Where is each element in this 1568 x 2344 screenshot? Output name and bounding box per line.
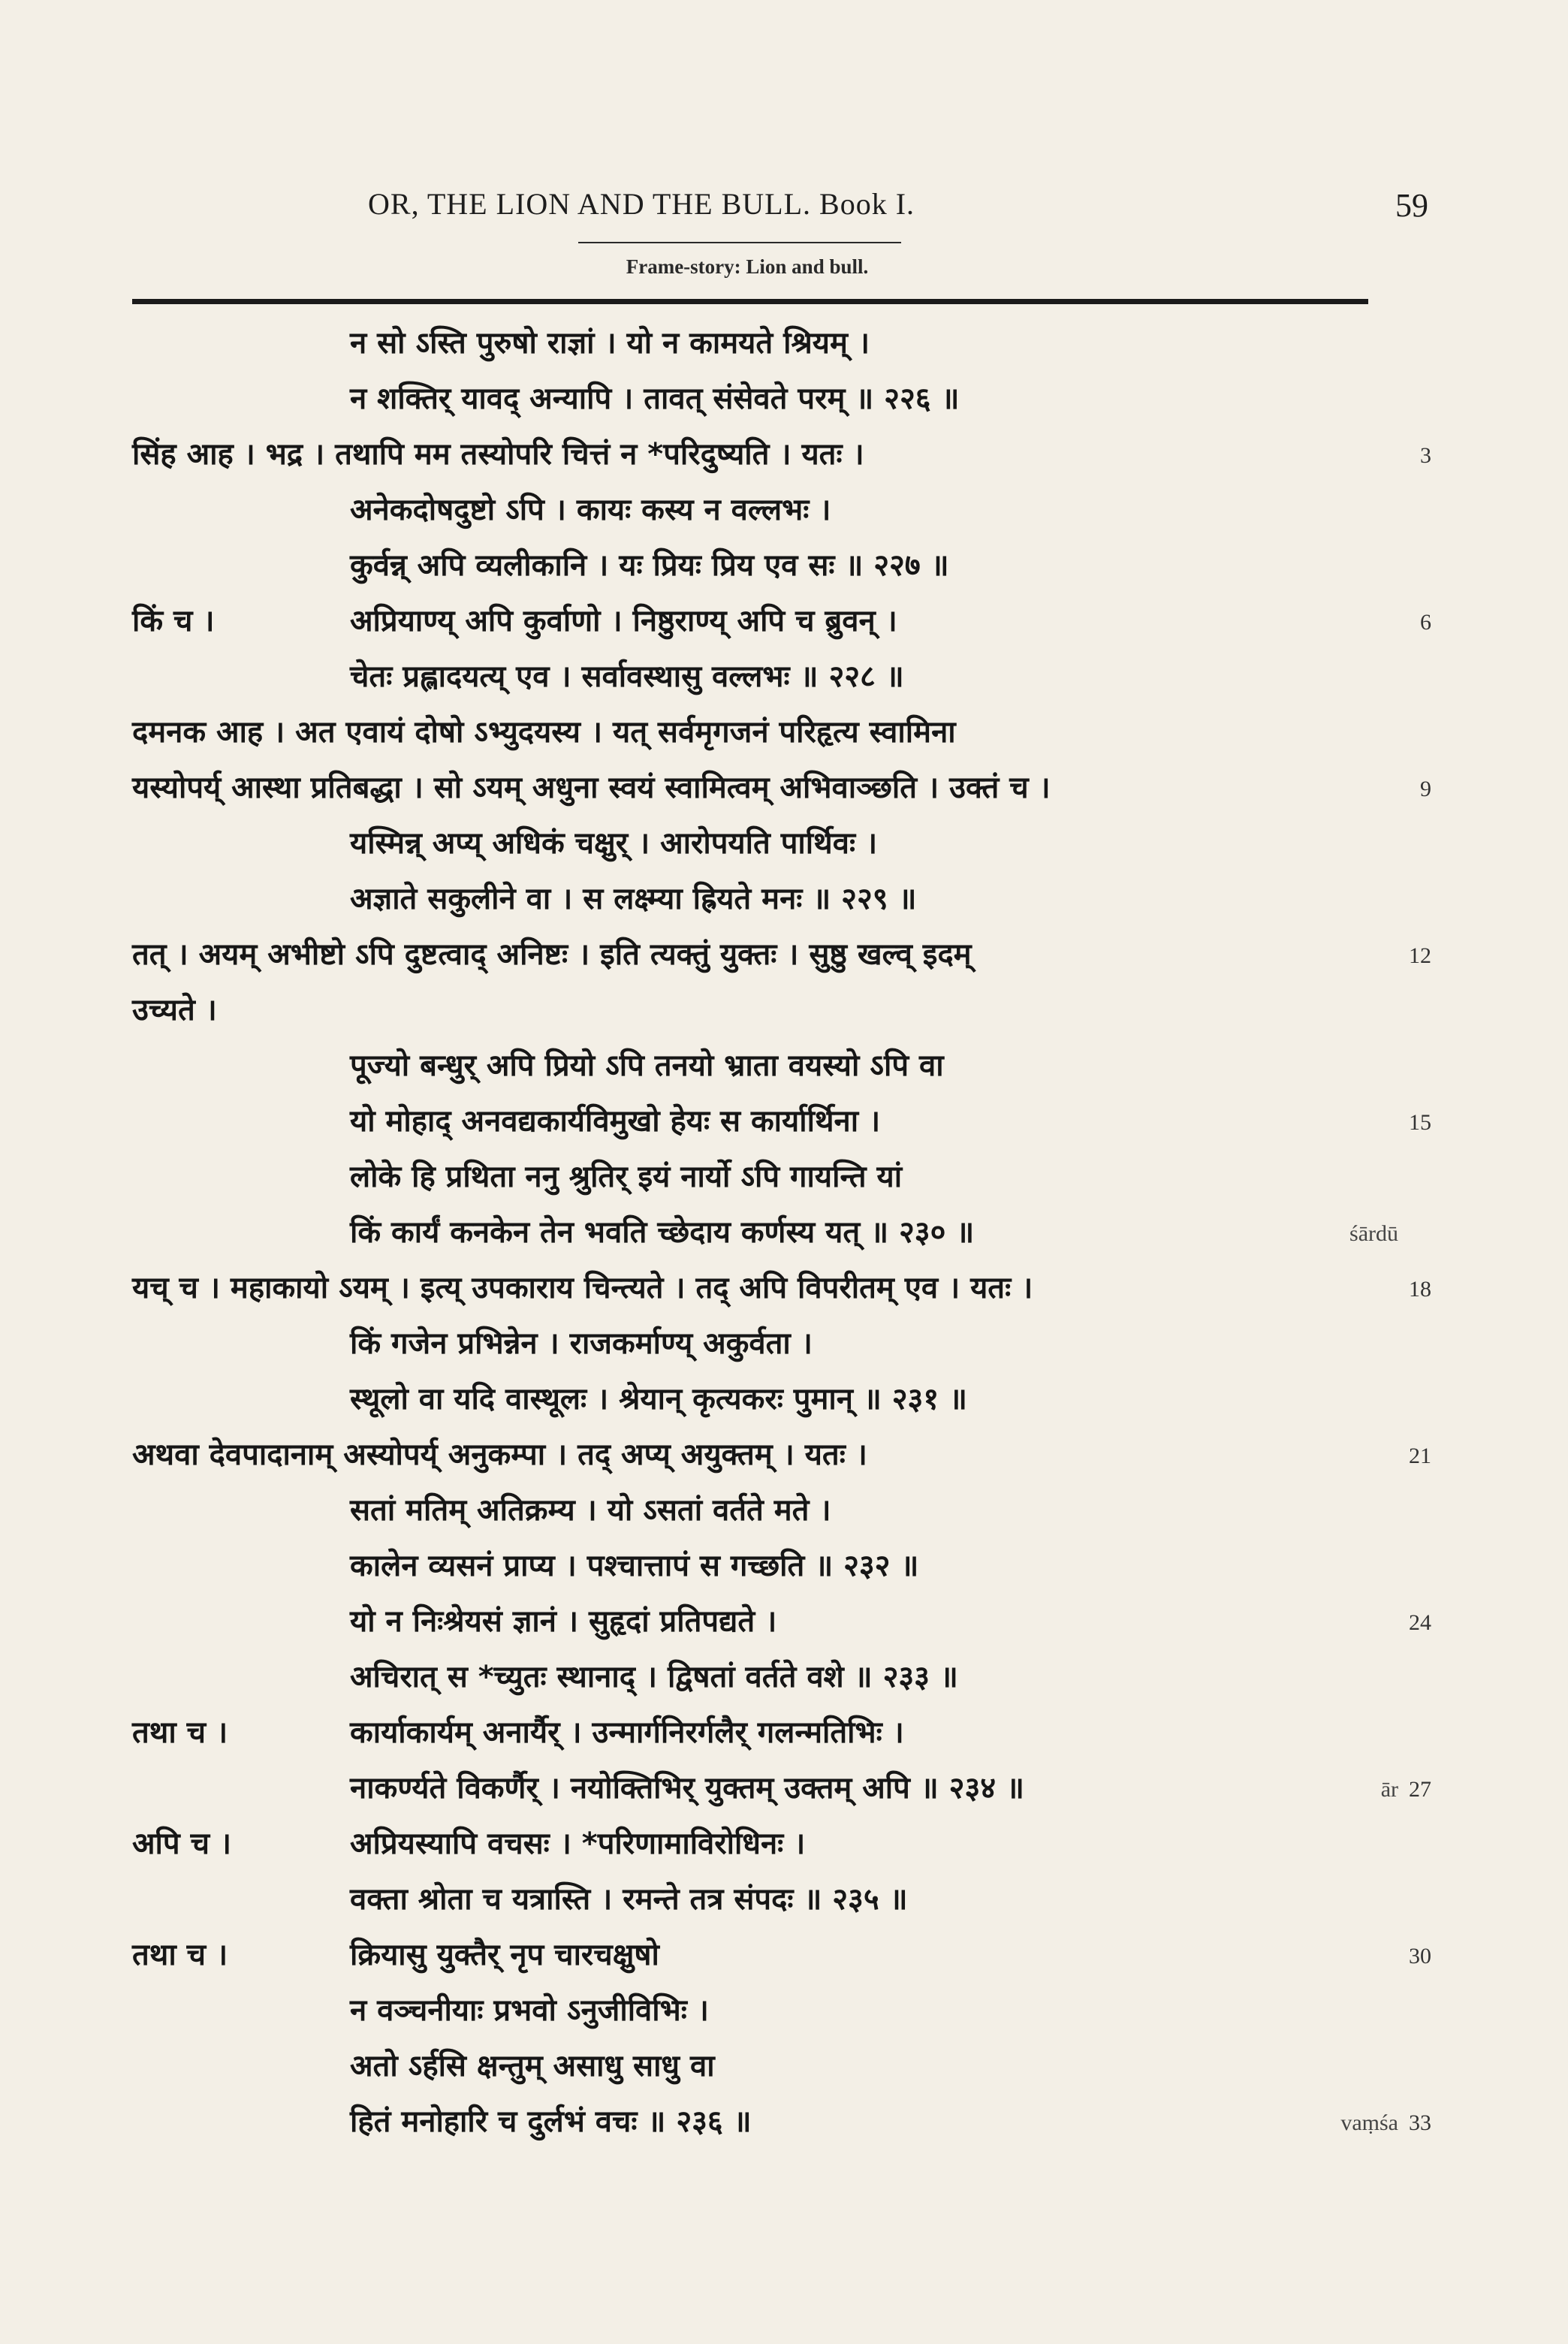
meter-label: śārdū [1349,1221,1398,1246]
text-line [132,1316,1431,1371]
verse-text: अचिरात् स *च्युतः स्थानाद् । द्विषतां वर्तते वशे ॥ २३३ ॥ [350,1660,958,1694]
meter-label: ār [1380,1777,1398,1802]
text-line [132,1483,1431,1538]
running-head-title: OR, THE LION AND THE BULL. Book I. [368,187,915,221]
verse-text: पूज्यो बन्धुर् अपि प्रियो ऽपि तनयो भ्राता वयस्यो ऽपि वा [350,1048,944,1083]
text-line [132,1705,1431,1760]
text-line [132,1260,1431,1316]
verse-text: हितं मनोहारि च दुर्लभं वचः ॥ २३६ ॥ [350,2104,752,2139]
text-line [132,1149,1431,1205]
line-number: 24 [1409,1610,1431,1635]
line-number: 9 [1420,777,1431,801]
text-line [132,593,1431,649]
prose-line: दमनक आह । अत एवायं दोषो ऽभ्युदयस्य । यत् सर्वमृगजनं परिहृत्य स्वामिना [132,715,956,750]
line-number: 15 [1409,1110,1431,1135]
verse-text: कार्याकार्यम् अनार्यैर् । उन्मार्गनिरर्गलैर् गलन्मतिभिः । [350,1715,904,1750]
running-head [0,186,1568,231]
verse-text: न सो ऽस्ति पुरुषो राज्ञां । यो न कामयते श्रियम् । [350,326,870,360]
text-line [132,1594,1431,1649]
page-number: 59 [1395,187,1428,224]
prose-line: अथवा देवपादानाम् अस्योपर्य् अनुकम्पा । तद् अप्य् अयुक्तम् । यतः । [132,1437,867,1472]
verse-text: वक्ता श्रोता च यत्रास्ति । रमन्ते तत्र संपदः ॥ २३५ ॥ [350,1882,908,1917]
line-number: 30 [1409,1944,1431,1968]
line-number: 3 [1420,443,1431,468]
verse-text: स्थूलो वा यदि वास्थूलः । श्रेयान् कृत्यकरः पुमान् ॥ २३१ ॥ [350,1382,968,1416]
prose-line: यच् च । महाकायो ऽयम् । इत्य् उपकाराय चिन्त्यते । तद् अपि विपरीतम् एव । यतः । [132,1271,1033,1305]
text-line [132,704,1431,760]
text-line [132,649,1431,704]
verse-text: अप्रियाण्य् अपि कुर्वाणो । निष्ठुराण्य् अपि च ब्रुवन् । [350,604,897,638]
text-line [132,427,1431,482]
line-number: 12 [1409,943,1431,968]
text-line [132,1649,1431,1705]
line-lead: तथा च । [132,1938,228,1972]
text-line [132,816,1431,871]
verse-text: किं कार्यं कनकेन तेन भवति च्छेदाय कर्णस्य यत् ॥ २३० ॥ [350,1215,975,1250]
prose-line: सिंह आह । भद्र । तथापि मम तस्योपरि चित्तं न *परिदुष्यति । यतः । [132,437,864,472]
line-number: 18 [1409,1277,1431,1302]
line-number: 21 [1409,1444,1431,1468]
text-line [132,1872,1431,1927]
text-line [132,2038,1431,2094]
line-number: 33 [1409,2110,1431,2135]
verse-text: यो मोहाद् अनवद्यकार्यविमुखो हेयः स कार्यार्थिना । [350,1104,881,1139]
text-line [132,760,1431,816]
verse-text: अज्ञाते सकुलीने वा । स लक्ष्म्या ह्रियते मनः ॥ २२९ ॥ [350,882,917,916]
text-line [132,1927,1431,1983]
text-line [132,1427,1431,1483]
verse-text: अनेकदोषदुष्टो ऽपि । कायः कस्य न वल्लभः । [350,493,831,527]
prose-line: तत् । अयम् अभीष्टो ऽपि दुष्टत्वाद् अनिष्टः । इति त्यक्तुं युक्तः । सुष्ठु खल्व् इदम् [132,937,972,972]
text-line [132,1538,1431,1594]
text-line [132,2094,1431,2149]
verse-text: अप्रियस्यापि वचसः । *परिणामाविरोधिनः । [350,1827,806,1861]
text-line [132,871,1431,927]
text-line [132,1205,1431,1260]
text-line [132,1371,1431,1427]
text-line [132,1983,1431,2038]
line-lead: अपि च । [132,1827,232,1861]
verse-text: न शक्तिर् यावद् अन्यापि । तावत् संसेवते परम् ॥ २२६ ॥ [350,382,960,416]
verse-text: किं गजेन प्रभिन्नेन । राजकर्माण्य् अकुर्वता । [350,1326,813,1361]
verse-text: यस्मिन्न् अप्य् अधिकं चक्षुर् । आरोपयति पार्थिवः । [350,826,878,861]
text-line [132,982,1431,1038]
text-line [132,482,1431,538]
sanskrit-text-block [132,315,1431,2149]
verse-text: कुर्वन्न् अपि व्यलीकानि । यः प्रियः प्रिय एव सः ॥ २२७ ॥ [350,548,949,583]
header-divider [578,242,901,243]
prose-line: यस्योपर्य् आस्था प्रतिबद्धा । सो ऽयम् अधुना स्वयं स्वामित्वम् अभिवाञ्छति । उक्तं च । [132,771,1051,805]
text-line [132,927,1431,982]
text-line [132,1038,1431,1094]
section-subhead: Frame-story: Lion and bull. [626,255,869,278]
verse-text: यो न निःश्रेयसं ज्ञानं । सुहृदां प्रतिपद्यते । [350,1604,777,1639]
line-number: 6 [1420,610,1431,635]
verse-text: न वञ्चनीयाः प्रभवो ऽनुजीविभिः । [350,1993,709,2028]
verse-text: अतो ऽर्हसि क्षन्तुम् असाधु साधु वा [350,2049,715,2083]
text-line [132,1816,1431,1872]
meter-label: vaṃśa [1340,2110,1398,2135]
verse-text: क्रियासु युक्तैर् नृप चारचक्षुषो [350,1938,659,1972]
line-lead: तथा च । [132,1715,228,1750]
prose-line: उच्यते । [132,993,217,1027]
verse-text: सतां मतिम् अतिक्रम्य । यो ऽसतां वर्तते मते । [350,1493,831,1528]
text-line [132,1094,1431,1149]
verse-text: कालेन व्यसनं प्राप्य । पश्चात्तापं स गच्छति ॥ २३२ ॥ [350,1549,919,1583]
verse-text: चेतः प्रह्लादयत्य् एव । सर्वावस्थासु वल्लभः ॥ २२८ ॥ [350,659,904,694]
thick-rule [132,299,1368,304]
text-line [132,1760,1431,1816]
verse-text: लोके हि प्रथिता ननु श्रुतिर् इयं नार्यो ऽपि गायन्ति यां [350,1160,903,1194]
text-line [132,538,1431,593]
verse-text: नाकर्ण्यते विकर्णैर् । नयोक्तिभिर् युक्तम् उक्तम् अपि ॥ २३४ ॥ [350,1771,1024,1806]
text-line [132,371,1431,427]
line-number: 27 [1409,1777,1431,1802]
text-line [132,315,1431,371]
line-lead: किं च । [132,604,215,638]
